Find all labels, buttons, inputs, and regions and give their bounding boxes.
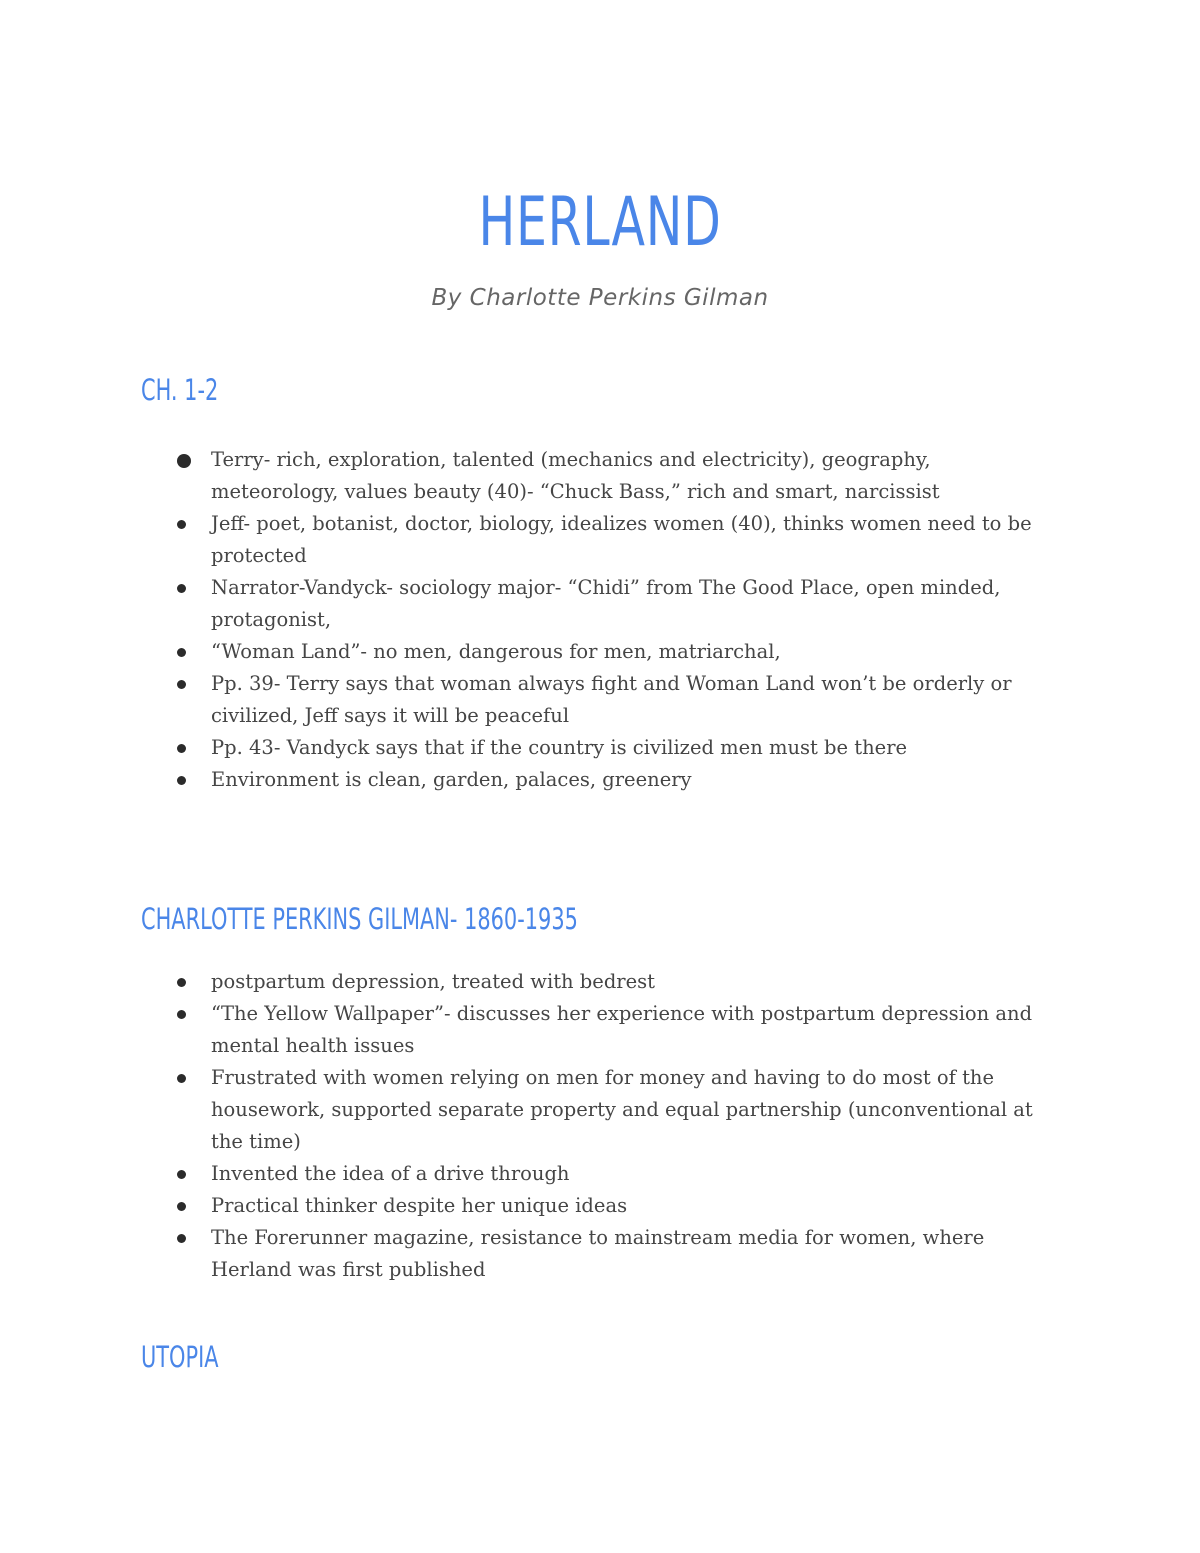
list-item (0, 732, 1046, 764)
bullet-icon (177, 1010, 186, 1019)
bullet-icon (177, 776, 186, 785)
list-item-text: Narrator-Vandyck- sociology major- “Chidi” from The Good Place, open minded, protagonist, (211, 576, 1001, 631)
list-item (0, 636, 1046, 668)
list-item-text: “Woman Land”- no men, dangerous for men, matriarchal, (211, 640, 781, 663)
list-item (0, 572, 1046, 636)
bullet-icon (177, 648, 186, 657)
section-heading-utopia: UTOPIA (141, 1340, 219, 1374)
list-item (0, 508, 1046, 572)
bullet-icon (177, 1234, 186, 1243)
bullet-icon (177, 520, 186, 529)
document-subtitle: By Charlotte Perkins Gilman (431, 285, 769, 311)
list-item-text: Invented the idea of a drive through (211, 1162, 570, 1185)
list-item-text: Pp. 39- Terry says that woman always fight and Woman Land won’t be orderly or civilized, Jeff says it will be peaceful (211, 672, 1012, 727)
list-item-text: Frustrated with women relying on men for money and having to do most of the housework, supported separate property and equal partnership (unconventional at the time) (211, 1066, 1033, 1153)
list-item-text: postpartum depression, treated with bedrest (211, 970, 656, 993)
list-item (0, 444, 1046, 508)
list-item (0, 1222, 1046, 1286)
list-item (0, 668, 1046, 732)
list-item (0, 998, 1046, 1062)
section-heading-ch-1-2: CH. 1-2 (141, 373, 219, 407)
section-list-ch-1-2 (0, 444, 1200, 796)
list-item (0, 1158, 1046, 1190)
list-item (0, 1062, 1046, 1158)
bullet-icon (177, 1170, 186, 1179)
list-item (0, 764, 1046, 796)
bullet-icon (177, 1074, 186, 1083)
bullet-icon (177, 454, 191, 468)
list-item-text: “The Yellow Wallpaper”- discusses her experience with postpartum depression and mental health issues (211, 1002, 1033, 1057)
bullet-icon (177, 744, 186, 753)
list-item-text: Environment is clean, garden, palaces, greenery (211, 768, 692, 791)
bullet-icon (177, 680, 186, 689)
bullet-icon (177, 978, 186, 987)
list-item-text: Terry- rich, exploration, talented (mechanics and electricity), geography, meteorology, values beauty (40)- “Chuck Bass,” rich and smart, narcissist (211, 448, 940, 503)
list-item-text: Jeff- poet, botanist, doctor, biology, idealizes women (40), thinks women need to be protected (211, 512, 1032, 567)
bullet-icon (177, 584, 186, 593)
list-item (0, 966, 1046, 998)
section-heading-gilman-bio: CHARLOTTE PERKINS GILMAN- 1860-1935 (141, 902, 578, 936)
list-item (0, 1190, 1046, 1222)
section-list-gilman-bio (0, 966, 1200, 1286)
bullet-icon (177, 1202, 186, 1211)
document-title: HERLAND (478, 183, 722, 262)
list-item-text: Pp. 43- Vandyck says that if the country is civilized men must be there (211, 736, 908, 759)
list-item-text: Practical thinker despite her unique ideas (211, 1194, 628, 1217)
list-item-text: The Forerunner magazine, resistance to mainstream media for women, where Herland was first published (211, 1226, 985, 1281)
